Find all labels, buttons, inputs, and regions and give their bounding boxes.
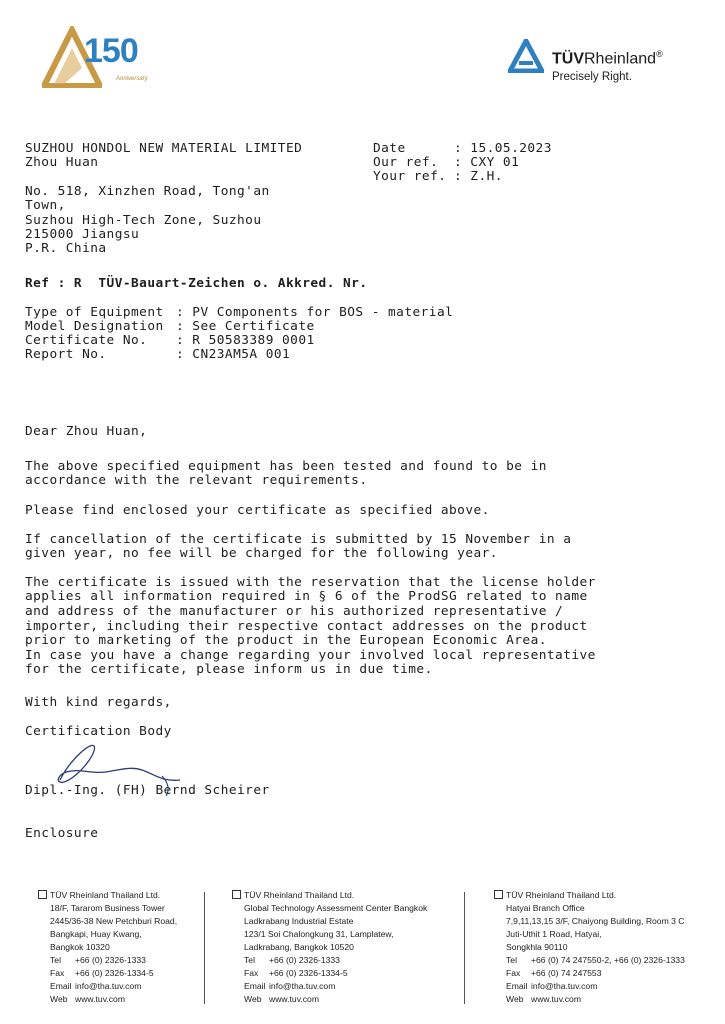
body-text-line: prior to marketing of the product in the European Economic Area. [25,633,547,648]
office-tel: +66 (0) 2326-1333 [269,955,340,965]
office-email[interactable]: info@tha.tuv.com [531,981,598,991]
body-text-line: and address of the manufacturer or his authorized representative / [25,604,564,619]
address-line: 215000 Jiangsu [25,227,140,242]
office-line: Bangkok 10320 [50,942,110,952]
sender: Certification Body [25,724,172,739]
recipient-contact: Zhou Huan [25,155,99,170]
body-text-line: If cancellation of the certificate is submitted by 15 November in a [25,532,572,547]
office-line: Bangkapi, Huay Kwang, [50,929,142,939]
address-line: No. 518, Xinzhen Road, Tong'an [25,184,270,199]
footer-office-1 [38,889,198,1006]
footer-office-3 [494,889,719,1006]
body-text-line: for the certificate, please inform us in due time. [25,662,433,677]
fax-label: Fax [506,968,521,978]
body-text-line: importer, including their respective contact addresses on the product [25,619,588,634]
tuv-triangle-icon [508,39,544,73]
office-line: Hatyai Branch Office [506,903,585,913]
office-line: Global Technology Assessment Center Bangkok [244,903,428,913]
office-line: 18/F, Tararom Business Tower [50,903,165,913]
detail-value: : R 50583389 0001 [176,333,315,348]
meta-yourref-label: Your ref. [373,169,447,184]
body-text-line: given year, no fee will be charged for the following year. [25,546,498,561]
meta-date-label: Date [373,141,447,156]
checkbox-icon [494,890,503,899]
brand-name [552,49,663,68]
signatory: Dipl.-Ing. (FH) Bernd Scheirer [25,783,270,798]
body-text-line: Please find enclosed your certificate as specified above. [25,503,490,518]
office-web[interactable]: www.tuv.com [269,994,319,1004]
detail-value: : PV Components for BOS - material [176,305,454,320]
meta-ourref-value: : CXY 01 [454,155,520,170]
office-fax: +66 (0) 2326-1334-5 [75,968,154,978]
detail-label: Certificate No. [25,333,164,348]
email-label: Email [244,981,266,991]
office-name: TÜV Rheinland Thailand Ltd. [50,890,161,900]
office-web[interactable]: www.tuv.com [75,994,125,1004]
web-label: Web [506,994,524,1004]
checkbox-icon [232,890,241,899]
brand-slogan: Precisely Right. [552,71,632,83]
fax-label: Fax [244,968,259,978]
office-tel: +66 (0) 74 247550-2, +66 (0) 2326-1333 [531,955,685,965]
anniversary-label: Anniversary [116,76,148,82]
footer-divider [464,892,465,1004]
office-email[interactable]: info@tha.tuv.com [269,981,336,991]
meta-yourref-value: : Z.H. [454,169,503,184]
detail-value: : CN23AM5A 001 [176,347,291,362]
office-tel: +66 (0) 2326-1333 [75,955,146,965]
footer-divider [204,892,205,1004]
brand-part2: Rheinland [584,50,657,68]
tel-label: Tel [50,955,61,965]
anniversary-number: 150 [84,32,138,70]
office-line: Ladkrabang Industrial Estate [244,916,354,926]
address-line: Town, [25,198,66,213]
office-web[interactable]: www.tuv.com [531,994,581,1004]
brand-part1: TÜV [552,50,584,68]
signature-icon [50,740,190,800]
tel-label: Tel [244,955,255,965]
web-label: Web [244,994,262,1004]
office-line: 123/1 Soi Chalongkung 31, Lamplatew, [244,929,394,939]
tuv-logo [508,37,698,89]
enclosure: Enclosure [25,826,99,841]
body-text-line: The certificate is issued with the reservation that the license holder [25,575,596,590]
office-fax: +66 (0) 2326-1334-5 [269,968,348,978]
anniversary-logo [42,26,152,90]
office-line: Ladkrabang, Bangkok 10520 [244,942,354,952]
fax-label: Fax [50,968,65,978]
email-label: Email [50,981,72,991]
office-email[interactable]: info@tha.tuv.com [75,981,142,991]
body-text-line: accordance with the relevant requirements. [25,473,368,488]
office-name: TÜV Rheinland Thailand Ltd. [506,890,617,900]
web-label: Web [50,994,68,1004]
detail-label: Type of Equipment [25,305,164,320]
office-fax: +66 (0) 74 247553 [531,968,602,978]
footer-office-2 [232,889,462,1006]
detail-label: Report No. [25,347,164,362]
meta-ourref-label: Our ref. [373,155,447,170]
address-line: P.R. China [25,241,107,256]
office-line: Juti-Uthit 1 Road, Hatyai, [506,929,602,939]
detail-label: Model Designation [25,319,164,334]
email-label: Email [506,981,528,991]
ref-line: Ref : R TÜV-Bauart-Zeichen o. Akkred. Nr. [25,276,368,291]
checkbox-icon [38,890,47,899]
address-line: Suzhou High-Tech Zone, Suzhou [25,213,262,228]
tel-label: Tel [506,955,517,965]
closing: With kind regards, [25,695,172,710]
meta-date-value: : 15.05.2023 [454,141,552,156]
salutation: Dear Zhou Huan, [25,424,148,439]
office-name: TÜV Rheinland Thailand Ltd. [244,890,355,900]
detail-value: : See Certificate [176,319,315,334]
recipient-company: SUZHOU HONDOL NEW MATERIAL LIMITED [25,141,303,156]
body-text-line: In case you have a change regarding your involved local representative [25,648,596,663]
office-line: Songkhla 90110 [506,942,568,952]
brand-reg: ® [656,49,663,59]
body-text-line: applies all information required in § 6 of the ProdSG related to name [25,589,588,604]
office-line: 7,9,11,13,15 3/F, Chaiyong Building, Room 3 C [506,916,685,926]
body-text-line: The above specified equipment has been tested and found to be in [25,459,547,474]
office-line: 2445/36-38 New Petchburi Road, [50,916,178,926]
